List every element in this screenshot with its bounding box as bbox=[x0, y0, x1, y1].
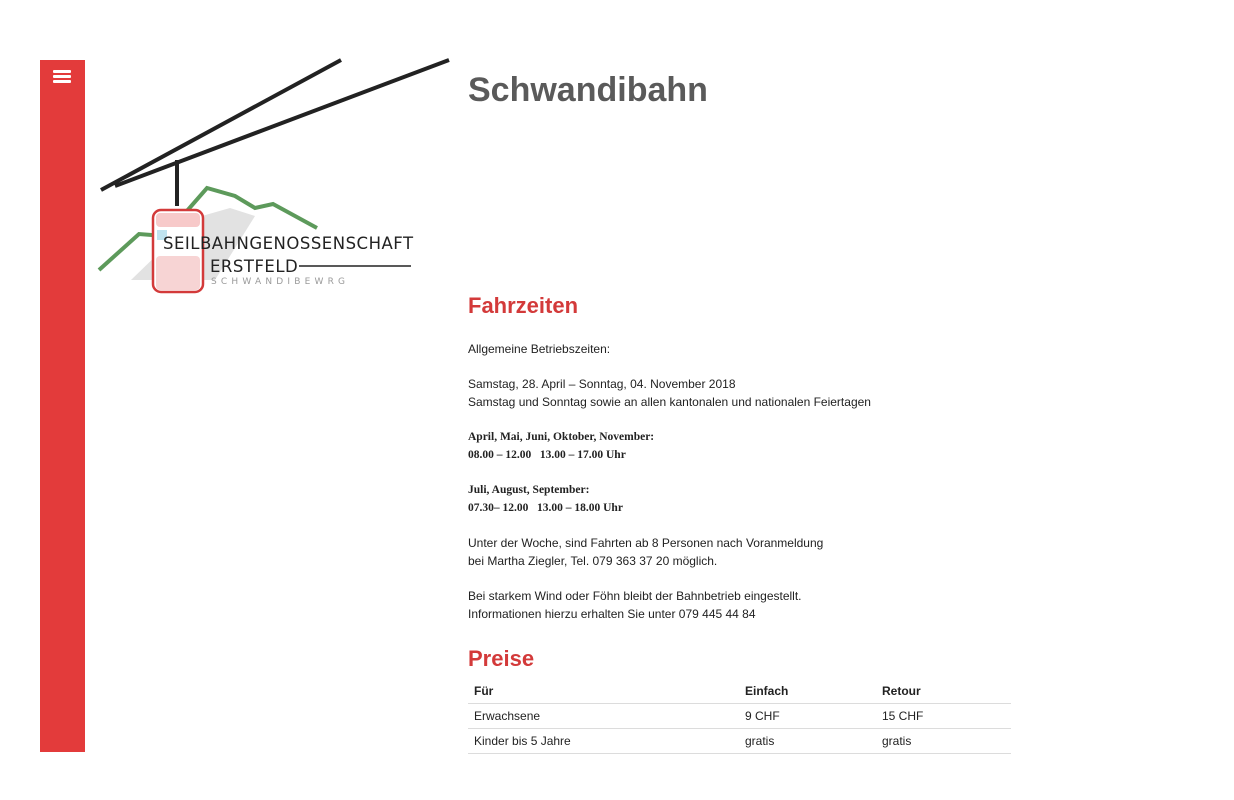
table-cell: gratis bbox=[739, 729, 876, 754]
general-hours-label: Allgemeine Betriebszeiten: bbox=[468, 342, 611, 356]
main-content bbox=[468, 68, 1028, 748]
table-header-row bbox=[468, 679, 1011, 704]
fahrzeiten-heading: Fahrzeiten bbox=[468, 293, 579, 318]
block1-months: April, Mai, Juni, Oktober, November: bbox=[468, 431, 655, 443]
season-days: Samstag und Sonntag sowie an allen kantonalen und nationalen Feiertagen bbox=[468, 395, 871, 409]
sidebar bbox=[40, 60, 85, 752]
page-title: Schwandibahn bbox=[468, 71, 708, 109]
column-header-fuer: Für bbox=[468, 679, 739, 704]
section-fahrzeiten bbox=[468, 292, 1028, 623]
hamburger-menu-icon[interactable] bbox=[53, 70, 71, 83]
table-row bbox=[468, 704, 1011, 729]
weekday-info-line1: Unter der Woche, sind Fahrten ab 8 Personen nach Voranmeldung bbox=[468, 536, 824, 550]
block1-times: 08.00 – 12.00 13.00 – 17.00 Uhr bbox=[468, 449, 626, 461]
block2-months: Juli, August, September: bbox=[468, 484, 590, 496]
weekday-info-line2: bei Martha Ziegler, Tel. 079 363 37 20 möglich. bbox=[468, 554, 718, 568]
block2-times: 07.30– 12.00 13.00 – 18.00 Uhr bbox=[468, 502, 623, 514]
table-row bbox=[468, 729, 1011, 754]
section-preise bbox=[468, 645, 1013, 754]
preise-heading: Preise bbox=[468, 646, 535, 671]
logo-text-line2: ERSTFELD bbox=[210, 257, 299, 276]
wind-info-line2: Informationen hierzu erhalten Sie unter 079 445 44 84 bbox=[468, 607, 756, 621]
table-cell: gratis bbox=[876, 729, 1011, 754]
table-cell: 9 CHF bbox=[739, 704, 876, 729]
table-cell: Erwachsene bbox=[468, 704, 739, 729]
logo[interactable] bbox=[95, 58, 455, 298]
column-header-retour: Retour bbox=[876, 679, 1011, 704]
column-header-einfach: Einfach bbox=[739, 679, 876, 704]
price-table bbox=[468, 679, 1011, 754]
table-cell: 15 CHF bbox=[876, 704, 1011, 729]
table-cell: Kinder bis 5 Jahre bbox=[468, 729, 739, 754]
season-dates: Samstag, 28. April – Sonntag, 04. November 2018 bbox=[468, 377, 736, 391]
logo-text-line3: SCHWANDIBEWRG bbox=[211, 277, 350, 287]
wind-info-line1: Bei starkem Wind oder Föhn bleibt der Bahnbetrieb eingestellt. bbox=[468, 589, 802, 603]
logo-text-line1: SEILBAHNGENOSSENSCHAFT bbox=[163, 234, 414, 253]
